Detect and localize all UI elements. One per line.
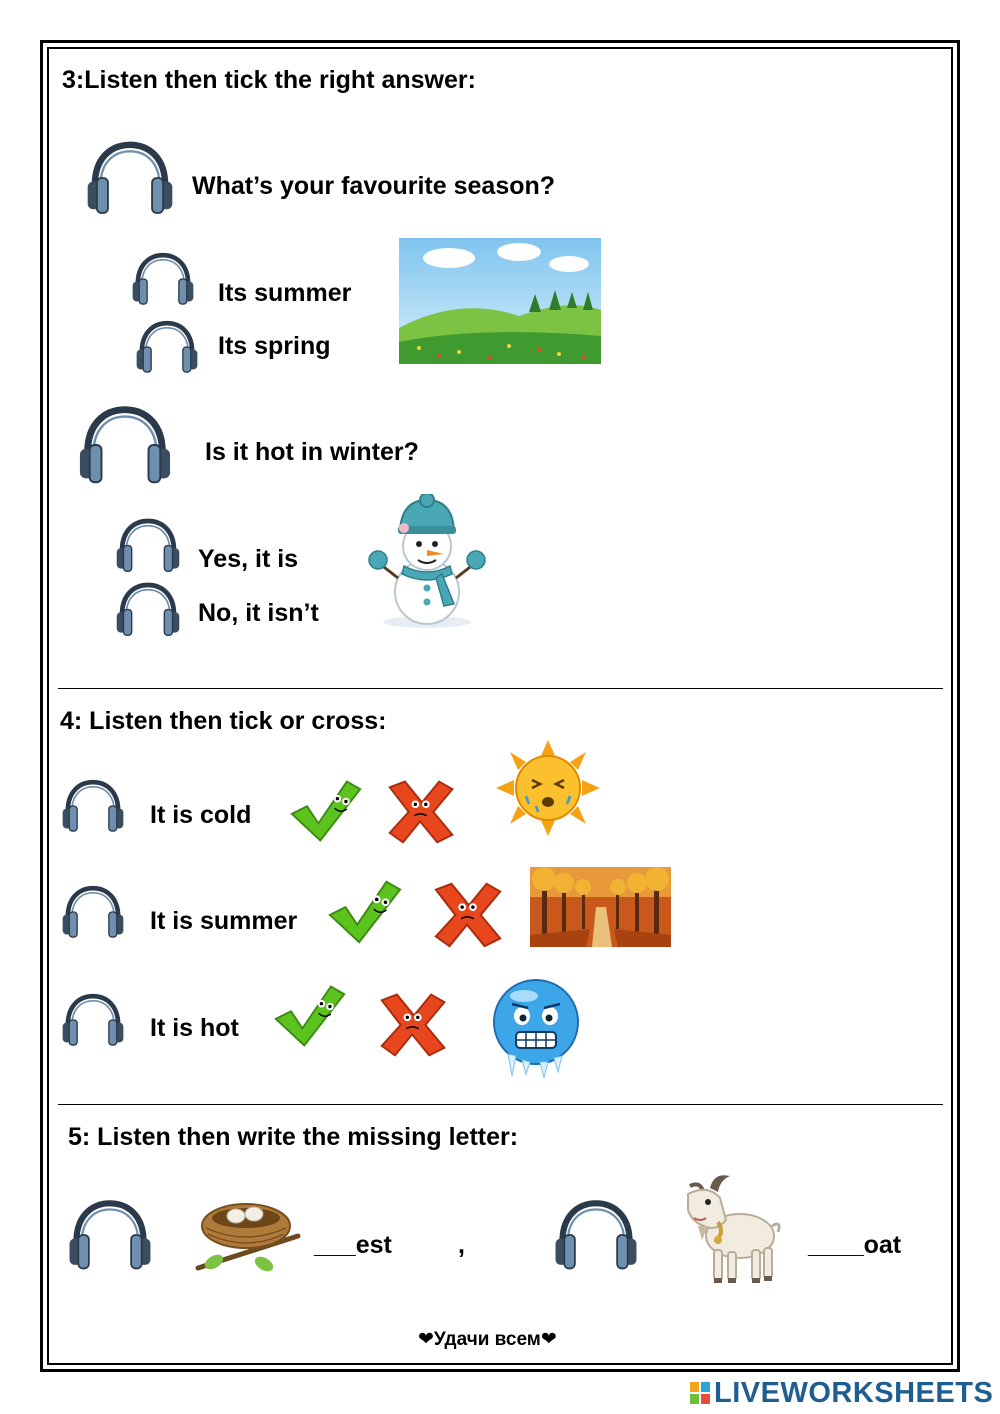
- answer-yes-it-is: Yes, it is: [198, 545, 299, 573]
- headphones-icon[interactable]: [552, 1198, 640, 1272]
- headphones-icon[interactable]: [60, 992, 126, 1048]
- answer-its-summer: Its summer: [218, 279, 352, 307]
- answer-its-spring: Its spring: [218, 332, 331, 360]
- headphones-icon[interactable]: [134, 320, 200, 374]
- cross-icon[interactable]: [376, 988, 452, 1060]
- cross-icon[interactable]: [384, 776, 460, 846]
- autumn-forest-image: [530, 867, 671, 947]
- headphones-icon[interactable]: [114, 582, 182, 637]
- liveworksheets-logo: [690, 1376, 993, 1410]
- headphones-icon[interactable]: [66, 1198, 154, 1272]
- goat-image: [674, 1170, 786, 1288]
- section3-heading: 3:Listen then tick the right answer:: [62, 66, 476, 94]
- hot-sun-image: [496, 740, 600, 836]
- logo-grid-icon: [690, 1382, 710, 1404]
- brand-name: LIVEWORKSHEETS: [714, 1376, 994, 1409]
- tick-icon[interactable]: [326, 876, 404, 948]
- headphones-icon[interactable]: [76, 404, 174, 486]
- headphones-icon[interactable]: [130, 252, 196, 306]
- statement-it-is-cold: It is cold: [150, 801, 252, 829]
- statement-it-is-hot: It is hot: [150, 1014, 239, 1042]
- headphones-icon[interactable]: [60, 778, 126, 834]
- statement-it-is-summer: It is summer: [150, 907, 298, 935]
- footer-good-luck: ❤Удачи всем❤: [418, 1329, 557, 1350]
- fill-in-word-nest[interactable]: ___est: [314, 1231, 392, 1259]
- separator-comma: ,: [458, 1231, 465, 1259]
- tick-icon[interactable]: [272, 980, 348, 1052]
- question-hot-in-winter: Is it hot in winter?: [205, 438, 419, 466]
- cross-icon[interactable]: [430, 878, 508, 950]
- spring-landscape-image: [399, 238, 601, 364]
- answer-no-it-isnt: No, it isn’t: [198, 599, 319, 627]
- question-favourite-season: What’s your favourite season?: [192, 172, 556, 200]
- section4-heading: 4: Listen then tick or cross:: [60, 707, 387, 735]
- headphones-icon[interactable]: [60, 884, 126, 940]
- freezing-face-image: [490, 976, 582, 1080]
- headphones-icon[interactable]: [84, 140, 176, 216]
- fill-in-word-goat[interactable]: ____oat: [808, 1231, 902, 1259]
- tick-icon[interactable]: [288, 776, 364, 846]
- headphones-icon[interactable]: [114, 518, 182, 573]
- section-divider: [58, 1104, 943, 1105]
- section-divider: [58, 688, 943, 689]
- nest-image: [190, 1196, 302, 1278]
- section5-heading: 5: Listen then write the missing letter:: [68, 1123, 519, 1151]
- snowman-image: [368, 494, 486, 630]
